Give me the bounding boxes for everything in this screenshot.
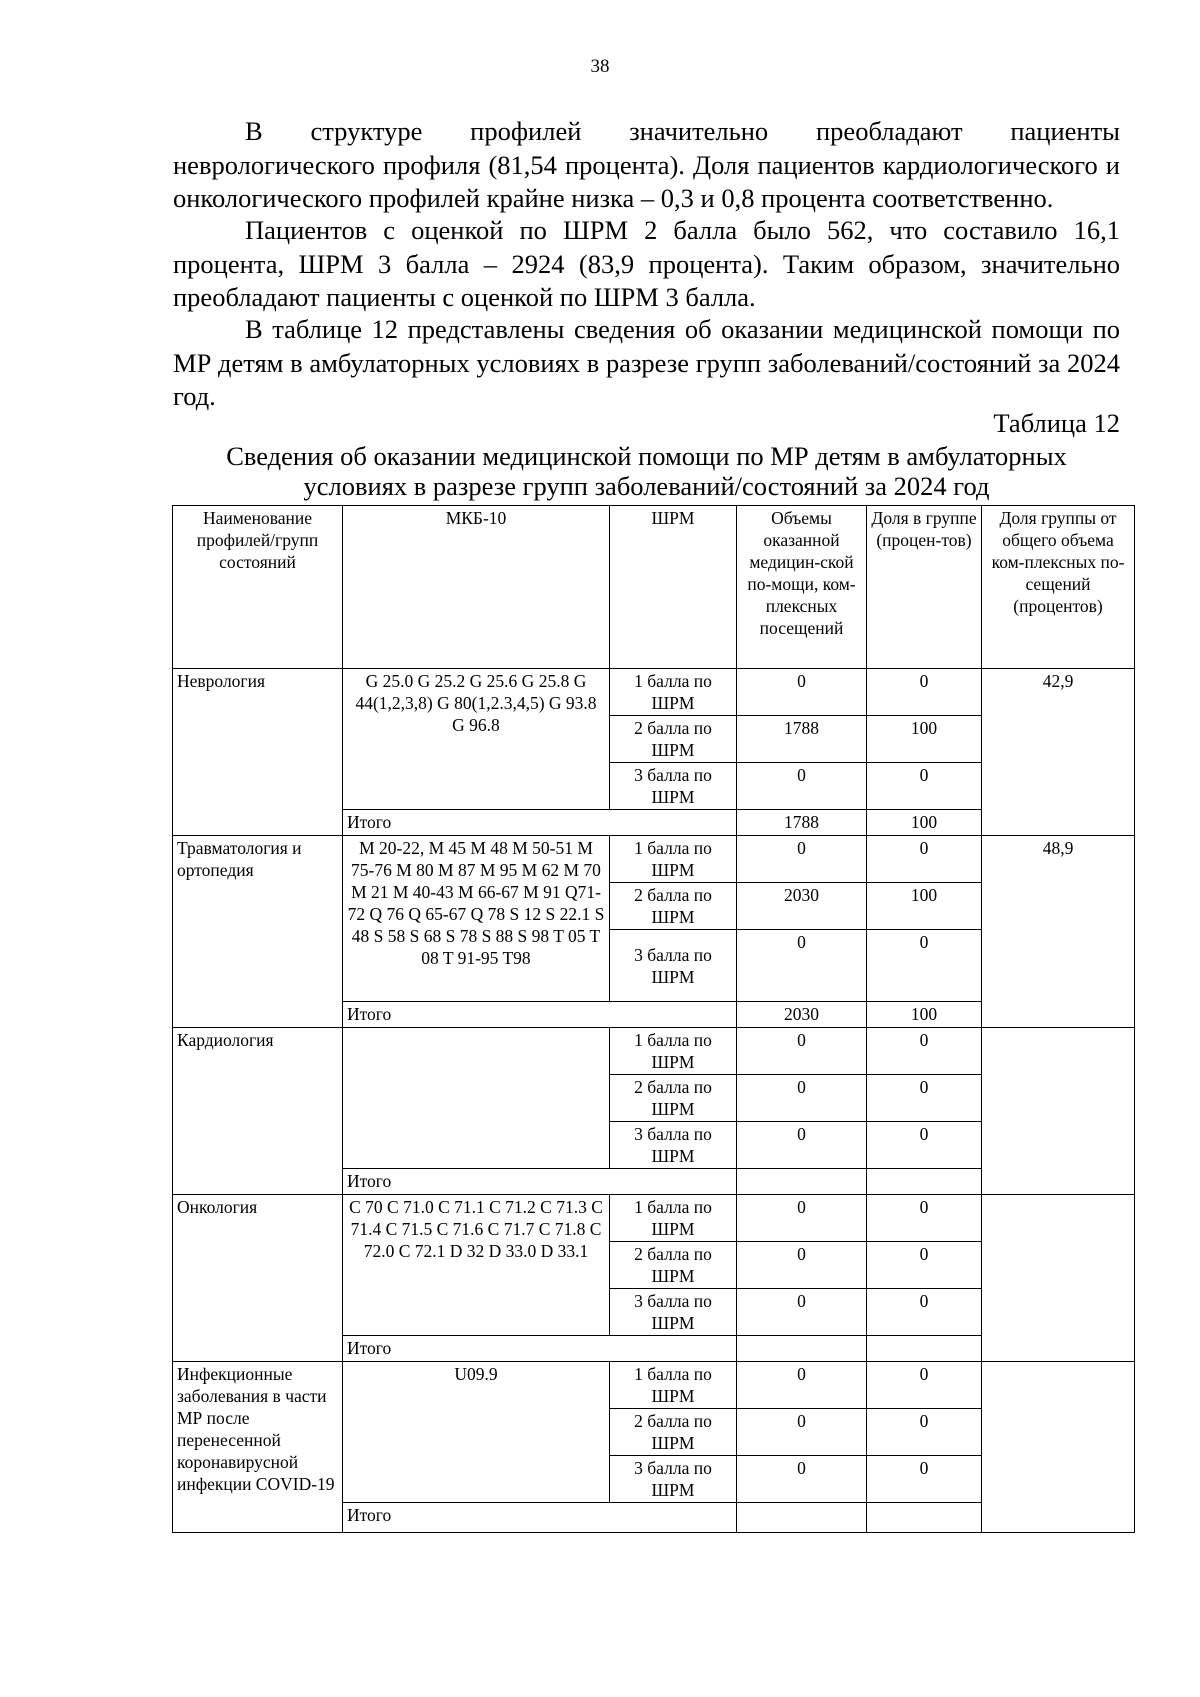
shrm-label: 1 балла по ШРМ — [610, 669, 737, 716]
share-total-cell: 42,9 — [982, 669, 1135, 836]
shrm-label: 1 балла по ШРМ — [610, 1195, 737, 1242]
share-cell: 0 — [867, 669, 982, 716]
volume-cell: 0 — [737, 1075, 867, 1122]
volume-cell: 0 — [737, 1028, 867, 1075]
volume-cell: 0 — [737, 763, 867, 810]
total-share: 100 — [867, 810, 982, 836]
total-share — [867, 1169, 982, 1195]
group-codes: G 25.0 G 25.2 G 25.6 G 25.8 G 44(1,2,3,8) G 80(1,2.3,4,5) G 93.8 G 96.8 — [343, 669, 610, 810]
shrm-label: 3 балла по ШРМ — [610, 763, 737, 810]
data-table — [172, 505, 1135, 1533]
shrm-label: 2 балла по ШРМ — [610, 1242, 737, 1289]
volume-cell: 0 — [737, 1362, 867, 1409]
table-row — [173, 1362, 1135, 1409]
group-codes — [343, 1028, 610, 1169]
share-cell: 0 — [867, 1362, 982, 1409]
share-cell: 0 — [867, 836, 982, 883]
volume-cell: 0 — [737, 836, 867, 883]
shrm-label: 1 балла по ШРМ — [610, 1028, 737, 1075]
share-cell: 0 — [867, 1075, 982, 1122]
shrm-label: 2 балла по ШРМ — [610, 883, 737, 930]
share-cell: 0 — [867, 1409, 982, 1456]
group-codes: C 70 C 71.0 C 71.1 C 71.2 C 71.3 C 71.4 C 71.5 C 71.6 C 71.7 C 71.8 C 72.0 C 72.1 D 32 D 33.0 D 33.1 — [343, 1195, 610, 1336]
group-codes: M 20-22, M 45 M 48 M 50-51 M 75-76 M 80 M 87 M 95 M 62 M 70 M 21 M 40-43 M 66-67 M 91 Q71-72 Q 76 Q 65-67 Q 78 S 12 S 22.1 S 48 S 58 S 68 S 78 S 88 S 98 T 05 T 08 T 91-95 T98 — [343, 836, 610, 1002]
volume-cell: 0 — [737, 669, 867, 716]
shrm-label: 3 балла по ШРМ — [610, 1456, 737, 1503]
total-label: Итого — [343, 1503, 737, 1533]
volume-cell: 0 — [737, 1409, 867, 1456]
share-cell: 0 — [867, 1122, 982, 1169]
shrm-label: 2 балла по ШРМ — [610, 1075, 737, 1122]
volume-cell: 0 — [737, 1456, 867, 1503]
total-volume: 2030 — [737, 1002, 867, 1028]
shrm-label: 1 балла по ШРМ — [610, 1362, 737, 1409]
total-volume — [737, 1336, 867, 1362]
table-row — [173, 836, 1135, 883]
share-cell: 0 — [867, 1289, 982, 1336]
volume-cell: 2030 — [737, 883, 867, 930]
table-row — [173, 669, 1135, 716]
total-volume — [737, 1503, 867, 1533]
table-row — [173, 1028, 1135, 1075]
group-name: Кардиология — [173, 1028, 343, 1195]
total-label: Итого — [343, 1336, 737, 1362]
total-volume — [737, 1169, 867, 1195]
paragraph-1: В структуре профилей значительно преобладают пациенты неврологического профиля (81,54 процента). Доля пациентов кардиологического и онкологического профилей крайне низка – 0,3 и 0,8 процента соответственно. — [173, 116, 1120, 213]
table-title: Сведения об оказании медицинской помощи по МР детям в амбулаторных условиях в разрезе групп заболеваний/состояний за 2024 год — [226, 441, 1067, 501]
volume-cell: 0 — [737, 930, 867, 1002]
share-total-cell — [982, 1028, 1135, 1195]
paragraph-3: В таблице 12 представлены сведения об оказании медицинской помощи по МР детям в амбулаторных условиях в разрезе групп заболеваний/состояний за 2024 год. — [173, 314, 1120, 411]
share-total-cell — [982, 1195, 1135, 1362]
total-label: Итого — [343, 1002, 737, 1028]
header-share-group: Доля в группе (процен-тов) — [867, 506, 982, 669]
shrm-label: 3 балла по ШРМ — [610, 930, 737, 1002]
shrm-label: 1 балла по ШРМ — [610, 836, 737, 883]
share-total-cell — [982, 1362, 1135, 1533]
shrm-label: 3 балла по ШРМ — [610, 1122, 737, 1169]
total-share — [867, 1503, 982, 1533]
share-cell: 0 — [867, 1195, 982, 1242]
share-cell: 0 — [867, 1242, 982, 1289]
header-name: Наименование профилей/групп состояний — [173, 506, 343, 669]
volume-cell: 1788 — [737, 716, 867, 763]
share-cell: 0 — [867, 1456, 982, 1503]
table-label: Таблица 12 — [993, 408, 1120, 438]
total-share — [867, 1336, 982, 1362]
total-volume: 1788 — [737, 810, 867, 836]
group-codes: U09.9 — [343, 1362, 610, 1503]
share-total-cell: 48,9 — [982, 836, 1135, 1028]
header-mkb: МКБ-10 — [343, 506, 610, 669]
table-row — [173, 1195, 1135, 1242]
shrm-label: 2 балла по ШРМ — [610, 716, 737, 763]
header-volume: Объемы оказанной медицин-ской по-мощи, ком-плексных посещений — [737, 506, 867, 669]
group-name: Травматология и ортопедия — [173, 836, 343, 1028]
header-share-total: Доля группы от общего объема ком-плексных по-сещений (процентов) — [982, 506, 1135, 669]
page-number: 38 — [590, 56, 610, 77]
group-name: Инфекционные заболевания в части МР после перенесенной коронавирусной инфекции COVID-19 — [173, 1362, 343, 1533]
header-shrm: ШРМ — [610, 506, 737, 669]
shrm-label: 3 балла по ШРМ — [610, 1289, 737, 1336]
total-label: Итого — [343, 810, 737, 836]
share-cell: 100 — [867, 716, 982, 763]
total-share: 100 — [867, 1002, 982, 1028]
volume-cell: 0 — [737, 1242, 867, 1289]
share-cell: 100 — [867, 883, 982, 930]
paragraph-2: Пациентов с оценкой по ШРМ 2 балла было 562, что составило 16,1 процента, ШРМ 3 балла – 2924 (83,9 процента). Таким образом, значительно преобладают пациенты с оценкой по ШРМ 3 балла. — [173, 215, 1120, 312]
share-cell: 0 — [867, 930, 982, 1002]
volume-cell: 0 — [737, 1289, 867, 1336]
total-label: Итого — [343, 1169, 737, 1195]
shrm-label: 2 балла по ШРМ — [610, 1409, 737, 1456]
group-name: Онкология — [173, 1195, 343, 1362]
share-cell: 0 — [867, 1028, 982, 1075]
share-cell: 0 — [867, 763, 982, 810]
volume-cell: 0 — [737, 1195, 867, 1242]
volume-cell: 0 — [737, 1122, 867, 1169]
group-name: Неврология — [173, 669, 343, 836]
table-header-row — [173, 506, 1135, 669]
